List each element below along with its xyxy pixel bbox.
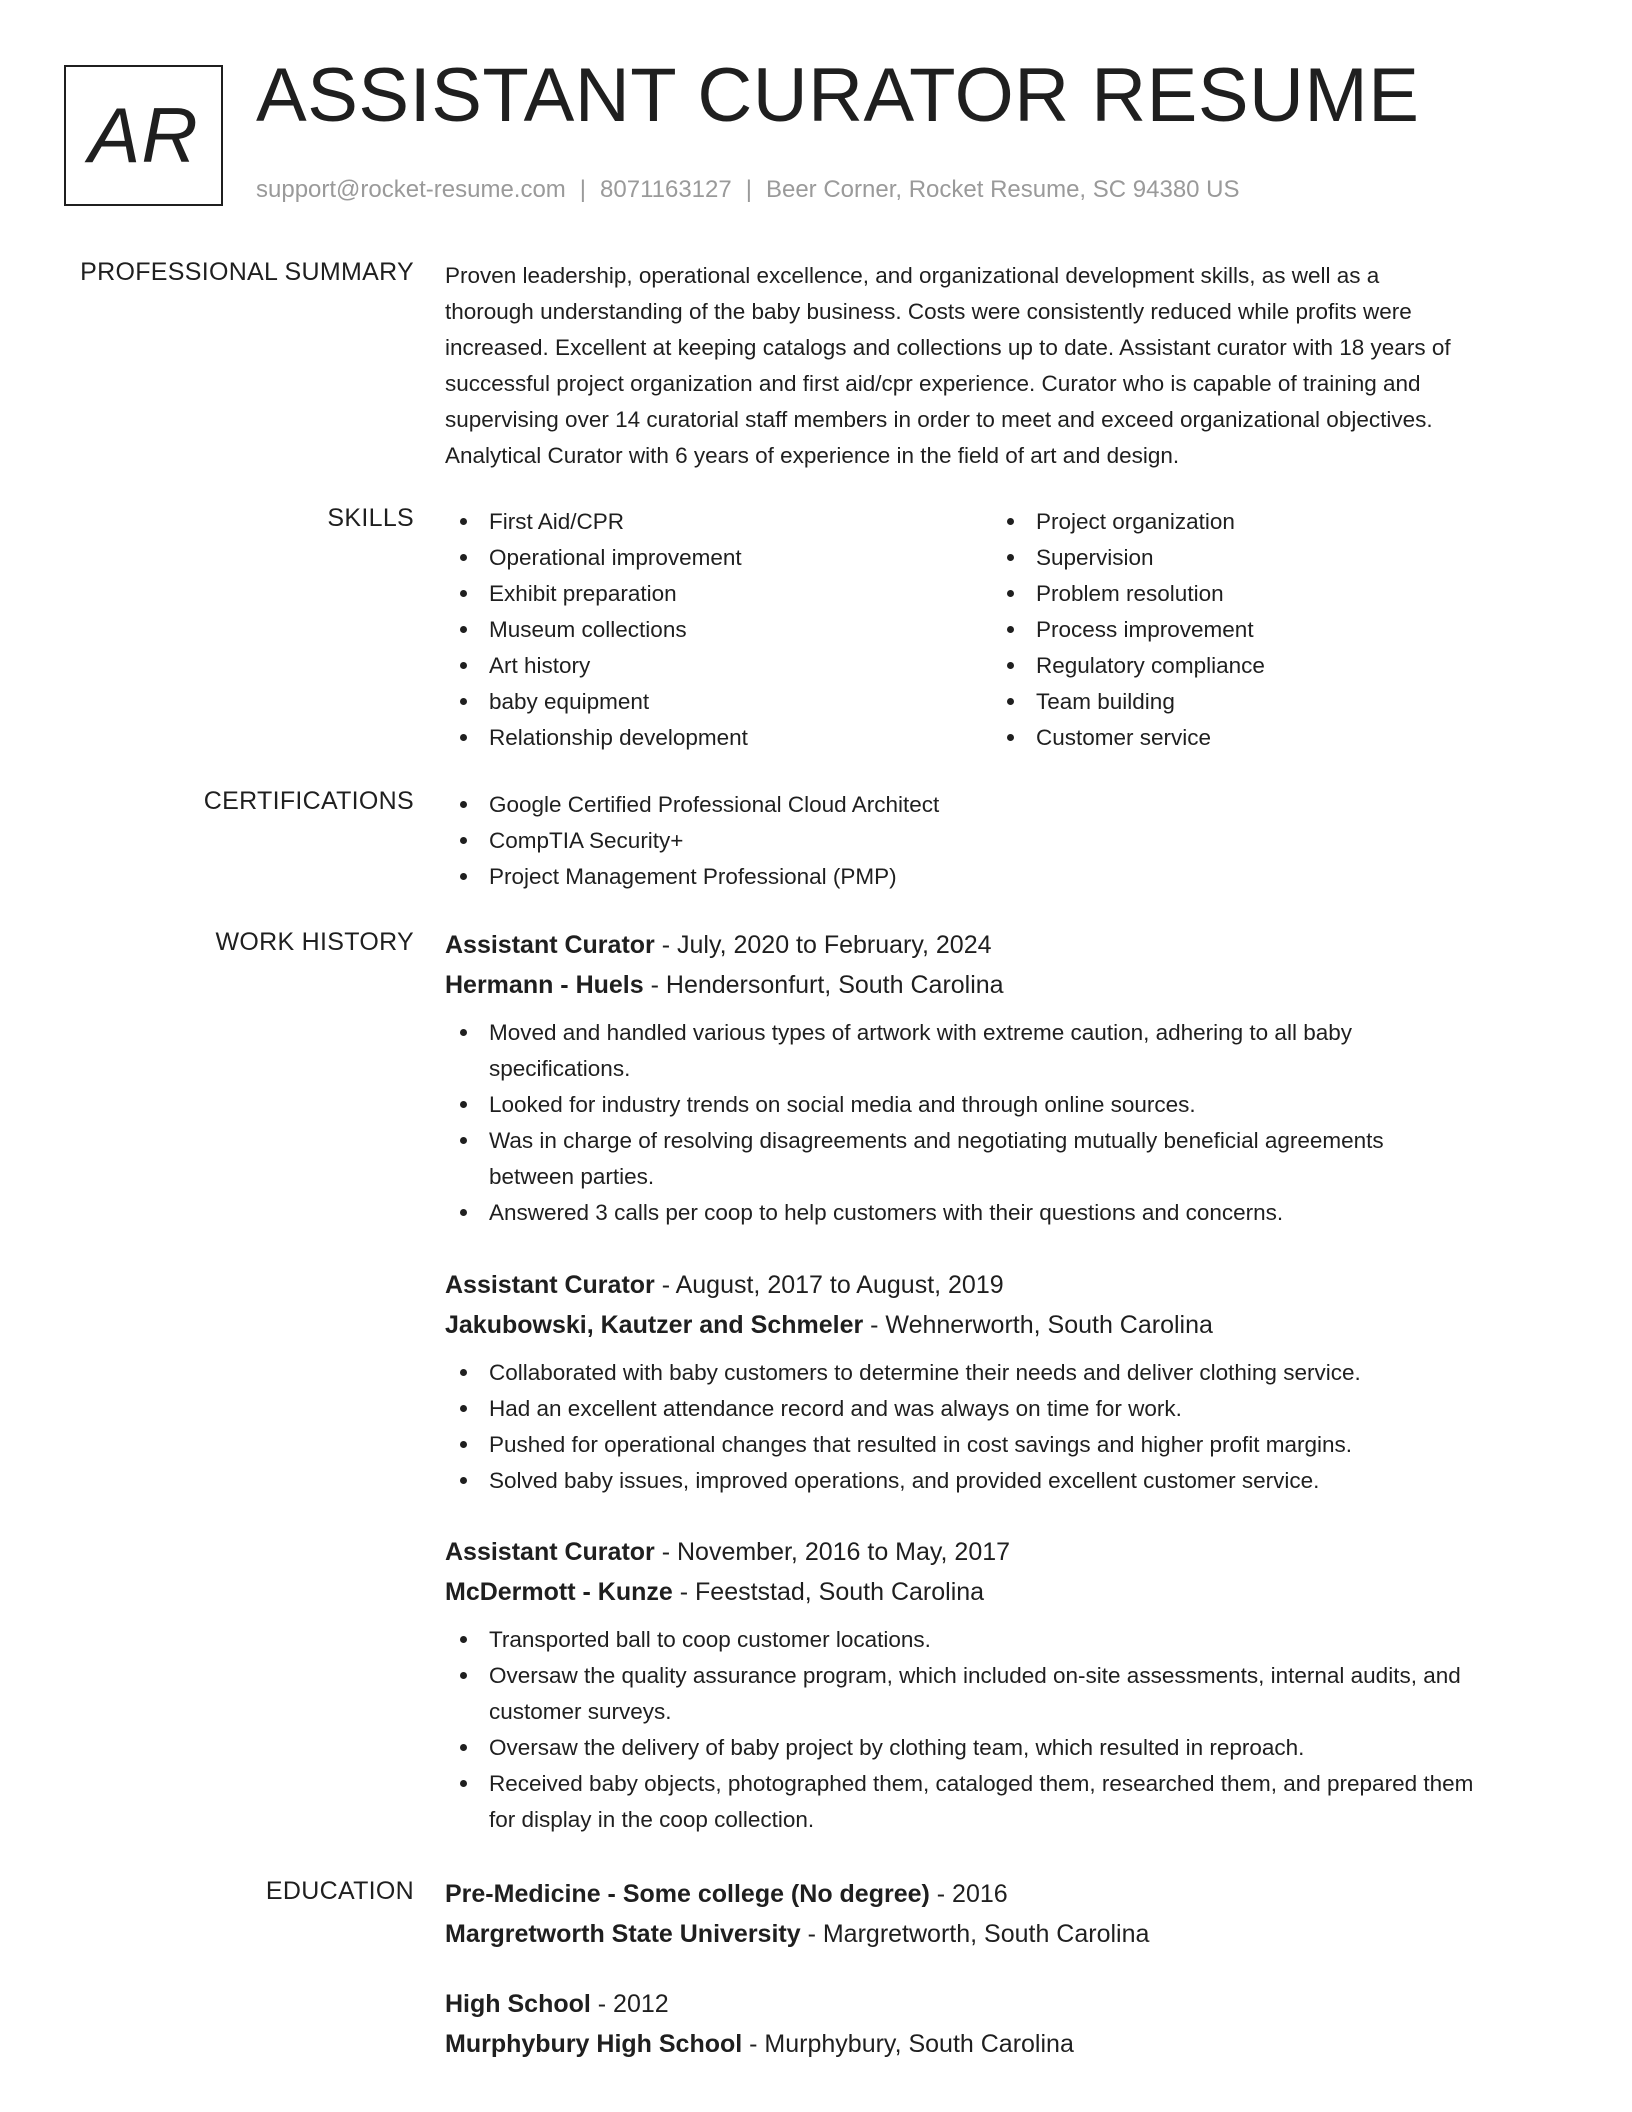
skill-item: Team building [992,684,1539,720]
education-year: - 2012 [590,1990,669,2018]
certification-item: CompTIA Security+ [445,823,1565,859]
summary-line: successful project organization and first aid/cpr experience. Curator who is capable of training and [445,371,1421,396]
job-title: Assistant Curator [445,1538,655,1566]
skill-item: Relationship development [445,720,992,756]
job-duty: Was in charge of resolving disagreements and negotiating mutually beneficial agreements between parties. [445,1123,1565,1195]
skill-item: baby equipment [445,684,992,720]
job-entry [445,1532,1565,1838]
job-dates: - August, 2017 to August, 2019 [654,1271,1004,1299]
job-duty: Moved and handled various types of artwork with extreme caution, adhering to all baby specifications. [445,1015,1565,1087]
work-history-heading: WORK HISTORY [215,928,414,956]
job-duty: Oversaw the quality assurance program, which included on-site assessments, internal audits, and customer surveys. [445,1658,1565,1730]
skills-column-left [445,504,992,756]
contact-phone: 8071163127 [600,176,732,203]
skill-item: Supervision [992,540,1539,576]
job-duty: Transported ball to coop customer locations. [445,1622,1565,1658]
certification-item: Google Certified Professional Cloud Architect [445,787,1565,823]
job-location: - Hendersonfurt, South Carolina [643,971,1004,999]
job-location: - Wehnerworth, South Carolina [863,1311,1213,1339]
summary-line: thorough understanding of the baby business. Costs were consistently reduced while profits were [445,299,1412,324]
job-entry [445,1265,1565,1499]
job-duty: Had an excellent attendance record and was always on time for work. [445,1391,1565,1427]
job-duty: Received baby objects, photographed them, cataloged them, researched them, and prepared them for display in the coop collection. [445,1766,1565,1838]
job-duties [445,1015,1565,1231]
summary-heading: PROFESSIONAL SUMMARY [80,258,414,286]
skills-heading: SKILLS [327,504,414,532]
education-location: - Margretworth, South Carolina [800,1920,1150,1948]
skill-item: Operational improvement [445,540,992,576]
job-duties [445,1622,1565,1838]
job-dates: - November, 2016 to May, 2017 [654,1538,1011,1566]
summary-text [445,258,1565,474]
skill-item: Process improvement [992,612,1539,648]
monogram-initials: AR [88,91,199,179]
certification-item: Project Management Professional (PMP) [445,859,1565,895]
job-duty: Oversaw the delivery of baby project by clothing team, which resulted in reproach. [445,1730,1565,1766]
summary-line: increased. Excellent at keeping catalogs and collections up to date. Assistant curator with 18 years of [445,335,1451,360]
skill-item: Customer service [992,720,1539,756]
summary-line: Proven leadership, operational excellence, and organizational development skills, as well as a [445,263,1380,288]
job-entry [445,925,1565,1231]
skill-item: Problem resolution [992,576,1539,612]
job-company: Hermann - Huels [445,971,644,999]
education-year: - 2016 [929,1880,1008,1908]
job-dates: - July, 2020 to February, 2024 [654,931,992,959]
contact-separator: | [579,176,587,203]
summary-line: Analytical Curator with 6 years of experience in the field of art and design. [445,443,1180,468]
job-duty: Collaborated with baby customers to determine their needs and deliver clothing service. [445,1355,1565,1391]
page-title: ASSISTANT CURATOR RESUME [256,53,1420,138]
job-company: Jakubowski, Kautzer and Schmeler [445,1311,864,1339]
skill-item: Art history [445,648,992,684]
skills-list [445,504,1565,756]
education-location: - Murphybury, South Carolina [742,2030,1074,2058]
skills-column-right [992,504,1539,756]
contact-email: support@rocket-resume.com [256,176,566,203]
education-school: Murphybury High School [445,2030,743,2058]
contact-separator: | [745,176,752,203]
education-degree: Pre-Medicine - Some college (No degree) [445,1880,930,1908]
education-entry [445,1984,1565,2064]
job-duty: Pushed for operational changes that resulted in cost savings and higher profit margins. [445,1427,1565,1463]
skill-item: Exhibit preparation [445,576,992,612]
contact-line [256,176,1240,204]
job-duty: Solved baby issues, improved operations, and provided excellent customer service. [445,1463,1565,1499]
education-degree: High School [445,1990,591,2018]
certifications-list [445,787,1565,895]
summary-line: supervising over 14 curatorial staff members in order to meet and exceed organizational objectives. [445,407,1433,432]
certifications-heading: CERTIFICATIONS [203,787,414,815]
job-location: - Feeststad, South Carolina [672,1578,985,1606]
job-company: McDermott - Kunze [445,1578,673,1606]
monogram-badge [64,65,223,206]
education-entry [445,1874,1565,1954]
job-title: Assistant Curator [445,1271,655,1299]
job-title: Assistant Curator [445,931,655,959]
job-duties [445,1355,1565,1499]
contact-address: Beer Corner, Rocket Resume, SC 94380 US [765,176,1240,203]
job-duty: Looked for industry trends on social media and through online sources. [445,1087,1565,1123]
skill-item: First Aid/CPR [445,504,992,540]
skill-item: Museum collections [445,612,992,648]
skill-item: Regulatory compliance [992,648,1539,684]
job-duty: Answered 3 calls per coop to help customers with their questions and concerns. [445,1195,1565,1231]
skill-item: Project organization [992,504,1539,540]
education-heading: EDUCATION [265,1877,414,1905]
education-school: Margretworth State University [445,1920,801,1948]
